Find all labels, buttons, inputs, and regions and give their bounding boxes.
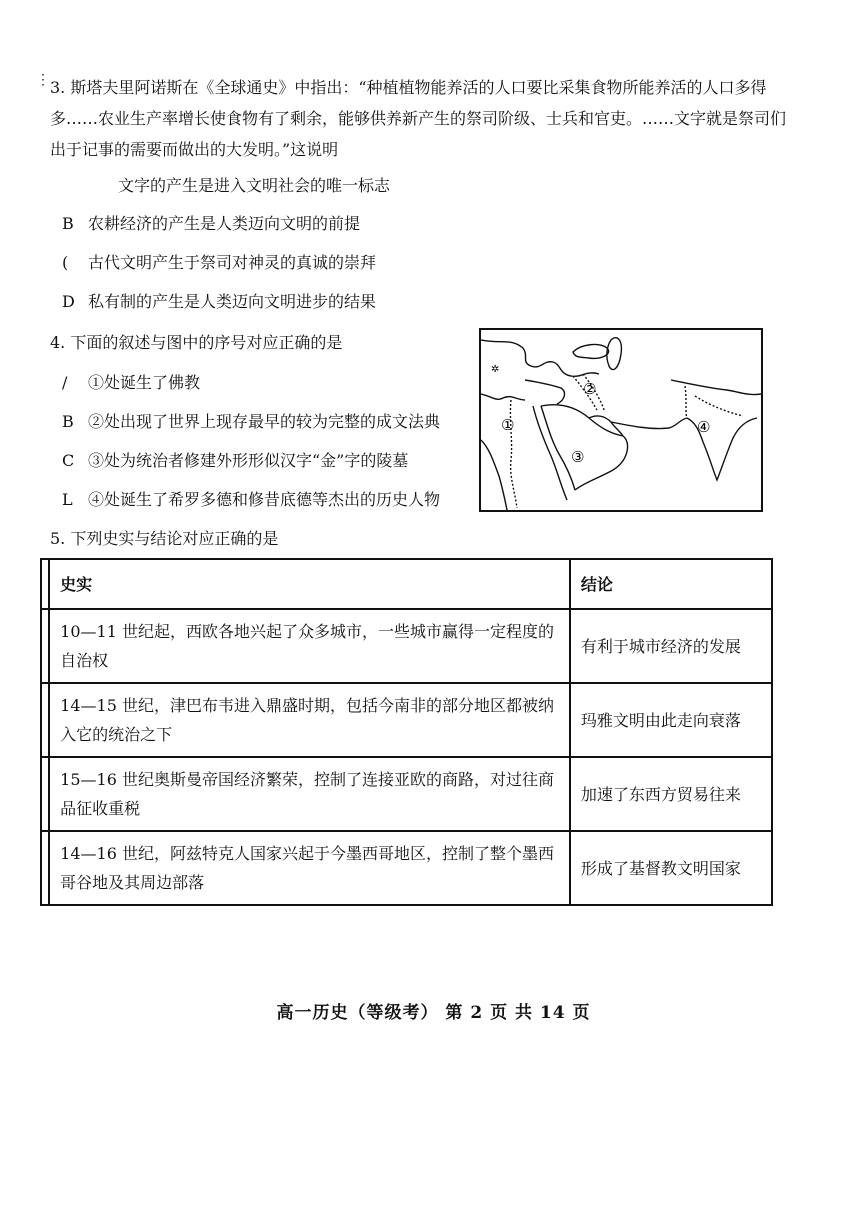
q3-option-a[interactable] [92, 173, 390, 196]
table-row-fact: 14—15 世纪，津巴布韦进入鼎盛时期，包括今南非的部分地区都被纳入它的统治之下 [49, 683, 570, 757]
table-row[interactable] [41, 609, 772, 683]
table-row-conclusion: 玛雅文明由此走向衰落 [570, 683, 772, 757]
table-row-conclusion: 加速了东西方贸易往来 [570, 757, 772, 831]
q3-option-b[interactable] [62, 211, 360, 234]
map-marker-1: ① [501, 416, 515, 434]
table-row[interactable] [41, 683, 772, 757]
table-header-conclusion: 结论 [570, 559, 772, 609]
table-row-fact: 15—16 世纪奥斯曼帝国经济繁荣，控制了连接亚欧的商路，对过往商品征收重税 [49, 757, 570, 831]
question-4-stem: 4. 下面的叙述与图中的序号对应正确的是 [50, 333, 343, 352]
facts-conclusion-table [40, 558, 773, 906]
q3-option-b-letter: B [62, 214, 74, 233]
q3-option-d-letter: D [62, 292, 75, 311]
table-row-fact: 14—16 世纪，阿兹特克人国家兴起于今墨西哥地区，控制了整个墨西哥谷地及其周边部落 [49, 831, 570, 905]
table-gutter-cell [41, 609, 49, 683]
q3-option-b-text: 农耕经济的产生是人类迈向文明的前提 [88, 214, 361, 233]
q3-option-a-text: 文字的产生是进入文明社会的唯一标志 [118, 176, 391, 195]
map-marker-3: ③ [571, 448, 585, 466]
q4-option-b-letter: B [62, 412, 74, 431]
q3-option-d-text: 私有制的产生是人类迈向文明进步的结果 [88, 292, 377, 311]
q4-option-d-text: ④处诞生了希罗多德和修昔底德等杰出的历史人物 [88, 490, 441, 509]
q4-option-c-text: ③处为统治者修建外形形似汉字“金”字的陵墓 [88, 451, 409, 470]
q4-option-a-letter: / [62, 373, 68, 392]
q4-option-b-text: ②处出现了世界上现存最早的较为完整的成文法典 [88, 412, 441, 431]
table-header-fact: 史实 [49, 559, 570, 609]
table-row[interactable] [41, 831, 772, 905]
q4-option-b[interactable] [62, 409, 440, 432]
table-header-row [41, 559, 772, 609]
q4-option-c-letter: C [62, 451, 75, 470]
table-row[interactable] [41, 757, 772, 831]
q4-option-d-letter: L [62, 490, 73, 509]
table-gutter-cell [41, 831, 49, 905]
table-gutter-cell [41, 683, 49, 757]
q3-option-c-letter: ( [62, 253, 69, 272]
table-row-fact: 10—11 世纪起，西欧各地兴起了众多城市，一些城市赢得一定程度的自治权 [49, 609, 570, 683]
page-footer: 高一历史（等级考） 第 2 页 共 14 页 [276, 1003, 591, 1023]
question-5-stem: 5. 下列史实与结论对应正确的是 [50, 529, 279, 548]
margin-dots: ⋮ [36, 72, 50, 88]
table-gutter-cell [41, 559, 49, 609]
question-3-stem: 3. 斯塔夫里阿诺斯在《全球通史》中指出：“种植植物能养活的人口要比采集食物所能养活的人口多得多……农业生产率增长使食物有了剩余，能够供养新产生的祭司阶级、士兵和官吏。……文字就是祭司们出于记事的需要而做出的大发明。”这说明 [50, 78, 787, 159]
map-small-mark: ✲ [491, 364, 500, 375]
q3-option-d[interactable] [62, 289, 376, 312]
q4-option-a-text: ①处诞生了佛教 [88, 373, 201, 392]
table-row-conclusion: 有利于城市经济的发展 [570, 609, 772, 683]
map-marker-2: ② [583, 380, 597, 398]
table-row-conclusion: 形成了基督教文明国家 [570, 831, 772, 905]
q3-option-c[interactable] [62, 250, 376, 273]
q4-option-a[interactable] [62, 370, 200, 393]
ancient-civilizations-map [479, 328, 763, 512]
q4-option-c[interactable] [62, 448, 408, 471]
q3-option-c-text: 古代文明产生于祭司对神灵的真诚的崇拜 [88, 253, 377, 272]
table-gutter-cell [41, 757, 49, 831]
map-marker-4: ④ [697, 418, 711, 436]
q4-option-d[interactable] [62, 487, 440, 510]
map-outline-drawing [481, 330, 761, 510]
